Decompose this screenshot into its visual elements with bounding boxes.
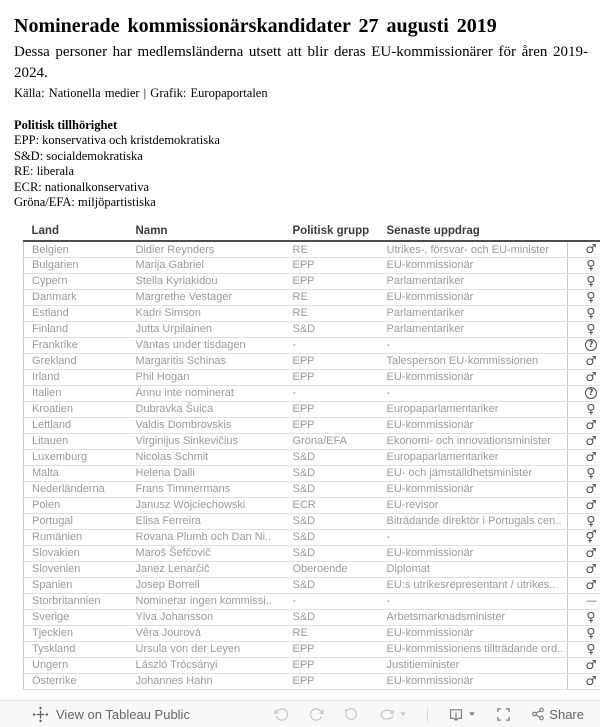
cell-uppdrag: EU-kommissionens tillträdande ord.. (379, 641, 568, 657)
cell-land: Finland (24, 321, 128, 337)
cell-grupp: RE (285, 241, 379, 257)
cell-gender (568, 433, 600, 449)
table-row[interactable] (24, 497, 600, 513)
gender-unknown-icon: ? (585, 339, 597, 351)
cell-land: Frankrike (24, 337, 128, 353)
table-row[interactable] (24, 481, 600, 497)
table-row[interactable] (24, 241, 600, 257)
cell-grupp: EPP (285, 417, 379, 433)
gender-male-icon: ♂ (585, 417, 597, 432)
table-row[interactable] (24, 289, 600, 305)
legend-item-grona-efa: Gröna/EFA: miljöpartistiska (14, 195, 156, 210)
caret-down-icon (399, 710, 407, 718)
refresh-icon (379, 707, 395, 722)
cell-land: Storbritannien (24, 593, 128, 609)
cell-uppdrag: EU-kommissionär (379, 625, 568, 641)
cell-namn: Väntas under tisdagen (128, 337, 285, 353)
cell-namn: Frans Timmermans (128, 481, 285, 497)
table-row[interactable] (24, 273, 600, 289)
cell-uppdrag: - (379, 593, 568, 609)
gender-female-icon: ♀ (586, 513, 596, 528)
table-row[interactable] (24, 321, 600, 337)
cell-namn: Phil Hogan (128, 369, 285, 385)
redo-icon (309, 707, 324, 722)
cell-namn: Ännu inte nominerat (128, 385, 285, 401)
fullscreen-icon (496, 707, 511, 722)
cell-uppdrag: Ekonomi- och innovationsminister (379, 433, 568, 449)
gender-male-icon: ♂ (585, 353, 597, 368)
cell-land: Sverige (24, 609, 128, 625)
cell-grupp: - (285, 337, 379, 353)
gender-female-icon: ♀ (586, 273, 596, 288)
legend-item-sd: S&D: socialdemokratiska (14, 148, 143, 163)
table-row[interactable] (24, 673, 600, 689)
cell-land: Italien (24, 385, 128, 401)
cell-land: Tyskland (24, 641, 128, 657)
cell-uppdrag: Parlamentariker (379, 321, 568, 337)
cell-grupp: EPP (285, 257, 379, 273)
cell-grupp: EPP (285, 641, 379, 657)
download-icon (448, 707, 464, 722)
undo-icon (274, 707, 289, 722)
tableau-toolbar (0, 700, 600, 727)
cell-namn: Rovana Plumb och Dan Ni.. (128, 529, 285, 545)
cell-grupp: Gröna/EFA (285, 433, 379, 449)
cell-grupp: EPP (285, 273, 379, 289)
undo-button[interactable] (274, 707, 289, 722)
gender-male-icon: ♂ (585, 449, 597, 464)
cell-uppdrag: EU-kommissionär (379, 673, 568, 689)
cell-uppdrag: EU-kommissionär (379, 257, 568, 273)
cell-uppdrag: EU-revisor (379, 497, 568, 513)
cell-uppdrag: EU-kommissionär (379, 289, 568, 305)
cell-uppdrag: Europaparlamentariker (379, 401, 568, 417)
cell-land: Grekland (24, 353, 128, 369)
cell-gender (568, 257, 600, 273)
cell-gender (568, 353, 600, 369)
column-header-namn: Namn (128, 223, 285, 241)
cell-gender (568, 641, 600, 657)
cell-namn: Margaritis Schinas (128, 353, 285, 369)
cell-namn: Virginijus Sinkevičius (128, 433, 285, 449)
cell-grupp: S&D (285, 513, 379, 529)
source-credit: Källa: Nationella medier | Grafik: Europaportalen (14, 86, 268, 100)
cell-namn: Ursula von der Leyen (128, 641, 285, 657)
gender-none-icon: — (586, 594, 596, 608)
cell-grupp: S&D (285, 577, 379, 593)
column-header-gender (568, 223, 600, 241)
cell-grupp: S&D (285, 449, 379, 465)
cell-grupp: Oberoende (285, 561, 379, 577)
cell-namn: Elisa Ferreira (128, 513, 285, 529)
cell-land: Österrike (24, 673, 128, 689)
cell-grupp: RE (285, 305, 379, 321)
gender-female-icon: ♀ (586, 257, 596, 272)
view-on-tableau-link[interactable] (32, 706, 190, 723)
table-row[interactable] (24, 465, 600, 481)
cell-gender (568, 625, 600, 641)
cell-uppdrag: EU-kommissionär (379, 545, 568, 561)
cell-namn: Dubravka Šuica (128, 401, 285, 417)
cell-namn: Didier Reynders (128, 241, 285, 257)
legend-item-re: RE: liberala (14, 164, 75, 179)
gender-male-icon: ♂ (585, 545, 597, 560)
cell-uppdrag: - (379, 385, 568, 401)
share-button[interactable] (531, 707, 584, 722)
cell-uppdrag: Biträdande direktör i Portugals cen.. (379, 513, 568, 529)
cell-gender (568, 657, 600, 673)
cell-gender (568, 577, 600, 593)
gender-male-icon: ♂ (585, 241, 597, 257)
cell-land: Danmark (24, 289, 128, 305)
cell-namn: László Trócsányi (128, 657, 285, 673)
cell-grupp: EPP (285, 369, 379, 385)
cell-land: Nederländerna (24, 481, 128, 497)
cell-grupp: EPP (285, 401, 379, 417)
cell-grupp: S&D (285, 481, 379, 497)
table-row[interactable] (24, 593, 600, 609)
redo-button[interactable] (309, 707, 324, 722)
cell-namn: Margrethe Vestager (128, 289, 285, 305)
cell-gender (568, 417, 600, 433)
column-header-politisk-grupp: Politisk grupp (285, 223, 379, 241)
cell-gender (568, 545, 600, 561)
toolbar-divider (427, 707, 428, 722)
table-row[interactable] (24, 385, 600, 401)
cell-uppdrag: EU- och jämställdhetsminister (379, 465, 568, 481)
gender-male-icon: ♂ (585, 657, 597, 672)
cell-gender (568, 529, 600, 545)
table-row[interactable] (24, 561, 600, 577)
cell-namn: Nominerar ingen kommissi.. (128, 593, 285, 609)
cell-gender (568, 593, 600, 609)
cell-land: Polen (24, 497, 128, 513)
table-row[interactable] (24, 401, 600, 417)
column-header-senaste-uppdrag: Senaste uppdrag (379, 223, 568, 241)
table-row[interactable] (24, 305, 600, 321)
legend-title: Politisk tillhörighet (14, 118, 118, 132)
cell-gender (568, 561, 600, 577)
cell-uppdrag: EU-kommissionär (379, 481, 568, 497)
cell-land: Bulgarien (24, 257, 128, 273)
cell-grupp: RE (285, 625, 379, 641)
cell-gender (568, 289, 600, 305)
cell-land: Lettland (24, 417, 128, 433)
cell-land: Ungern (24, 657, 128, 673)
legend-item-epp: EPP: konservativa och kristdemokratiska (14, 133, 220, 148)
gender-female-icon: ♀ (586, 609, 596, 624)
cell-gender (568, 609, 600, 625)
gender-male-icon: ♂ (585, 561, 597, 576)
cell-gender (568, 465, 600, 481)
share-label: Share (549, 706, 584, 722)
cell-gender (568, 401, 600, 417)
table-row[interactable] (24, 577, 600, 593)
cell-uppdrag: Talesperson EU-kommissionen (379, 353, 568, 369)
table-row[interactable] (24, 417, 600, 433)
cell-grupp: S&D (285, 529, 379, 545)
candidates-table (23, 223, 600, 690)
cell-namn: Jutta Urpilainen (128, 321, 285, 337)
column-header-land: Land (24, 223, 128, 241)
table-row[interactable] (24, 257, 600, 273)
cell-namn: Stella Kyriakidou (128, 273, 285, 289)
cell-land: Kroatien (24, 401, 128, 417)
cell-grupp: - (285, 593, 379, 609)
cell-land: Slovakien (24, 545, 128, 561)
cell-uppdrag: Parlamentariker (379, 305, 568, 321)
table-row[interactable] (24, 433, 600, 449)
cell-gender (568, 497, 600, 513)
cell-namn: Kadri Simson (128, 305, 285, 321)
cell-namn: Johannes Hahn (128, 673, 285, 689)
gender-male-icon: ♂ (585, 369, 597, 384)
cell-land: Spanien (24, 577, 128, 593)
toolbar-actions (274, 707, 584, 722)
table-row[interactable] (24, 337, 600, 353)
page-subtitle: Dessa personer har medlemsländerna utsett att blir deras EU-kommissionärer för åren 2019-2024. (14, 44, 588, 81)
cell-grupp: EPP (285, 353, 379, 369)
cell-land: Litauen (24, 433, 128, 449)
cell-uppdrag: EU-kommissionär (379, 369, 568, 385)
cell-gender (568, 337, 600, 353)
table-row[interactable] (24, 449, 600, 465)
gender-unknown-icon: ? (585, 387, 597, 399)
cell-gender (568, 321, 600, 337)
table-row[interactable] (24, 369, 600, 385)
gender-male-icon: ♂ (585, 577, 597, 592)
share-icon (531, 707, 545, 721)
revert-icon (344, 707, 359, 722)
gender-female-icon: ♀ (586, 305, 596, 320)
cell-uppdrag: - (379, 337, 568, 353)
cell-gender (568, 513, 600, 529)
cell-land: Belgien (24, 241, 128, 257)
cell-namn: Marija Gabriel (128, 257, 285, 273)
cell-uppdrag: EU-kommissionär (379, 417, 568, 433)
cell-uppdrag: Arbetsmarknadsminister (379, 609, 568, 625)
gender-male-icon: ♂ (585, 481, 597, 496)
cell-land: Luxemburg (24, 449, 128, 465)
cell-grupp: EPP (285, 673, 379, 689)
cell-namn: Janez Lenarčič (128, 561, 285, 577)
cell-namn: Helena Dalli (128, 465, 285, 481)
cell-grupp: S&D (285, 609, 379, 625)
cell-namn: Janusz Wojciechowski (128, 497, 285, 513)
gender-male-icon: ♂ (585, 673, 597, 688)
cell-land: Estland (24, 305, 128, 321)
table-header-row (24, 223, 600, 241)
cell-grupp: RE (285, 289, 379, 305)
cell-namn: Nicolas Schmit (128, 449, 285, 465)
gender-female-icon: ♀ (586, 641, 596, 656)
caret-down-icon (468, 710, 476, 718)
cell-gender (568, 241, 600, 257)
cell-gender (568, 673, 600, 689)
gender-male-icon: ♂ (585, 433, 597, 448)
legend-item-ecr: ECR: nationalkonservativa (14, 179, 150, 194)
cell-land: Rumänien (24, 529, 128, 545)
gender-female-icon: ♀ (586, 401, 596, 416)
cell-land: Irland (24, 369, 128, 385)
cell-uppdrag: EU:s utrikesrepresentant / utrikes.. (379, 577, 568, 593)
gender-female-icon: ♀ (586, 625, 596, 640)
cell-namn: Maroš Šefčovič (128, 545, 285, 561)
revert-button[interactable] (344, 707, 359, 722)
table-row[interactable] (24, 545, 600, 561)
download-button[interactable] (448, 707, 476, 722)
cell-gender (568, 385, 600, 401)
refresh-button[interactable] (379, 707, 407, 722)
cell-namn: Ylva Johansson (128, 609, 285, 625)
table-row[interactable] (24, 513, 600, 529)
table-row[interactable] (24, 609, 600, 625)
gender-female-icon: ♀ (586, 465, 596, 480)
cell-uppdrag: Europaparlamentariker (379, 449, 568, 465)
gender-male-icon: ♂ (585, 497, 597, 512)
cell-grupp: S&D (285, 465, 379, 481)
cell-gender (568, 449, 600, 465)
cell-gender (568, 369, 600, 385)
cell-namn: Valdis Dombrovskis (128, 417, 285, 433)
cell-gender (568, 481, 600, 497)
fullscreen-button[interactable] (496, 707, 511, 722)
table-row[interactable] (24, 641, 600, 657)
cell-uppdrag: - (379, 529, 568, 545)
legend (14, 118, 588, 210)
gender-female-icon: ♀ (586, 321, 596, 336)
table-row[interactable] (24, 353, 600, 369)
table-body (24, 241, 600, 689)
cell-land: Portugal (24, 513, 128, 529)
cell-land: Malta (24, 465, 128, 481)
cell-land: Cypern (24, 273, 128, 289)
cell-grupp: ECR (285, 497, 379, 513)
gender-both-icon: ⚥ (585, 529, 597, 544)
cell-uppdrag: Justitieminister (379, 657, 568, 673)
gender-female-icon: ♀ (586, 289, 596, 304)
cell-gender (568, 273, 600, 289)
cell-grupp: S&D (285, 545, 379, 561)
cell-namn: Josep Borrell (128, 577, 285, 593)
table-row[interactable] (24, 529, 600, 545)
cell-uppdrag: Parlamentariker (379, 273, 568, 289)
table-row[interactable] (24, 657, 600, 673)
view-on-tableau-label: View on Tableau Public (56, 706, 190, 722)
page-title: Nominerade kommissionärskandidater 27 augusti 2019 (14, 15, 497, 37)
cell-uppdrag: Utrikes-, försvar- och EU-minister (379, 241, 568, 257)
cell-land: Slovenien (24, 561, 128, 577)
cell-namn: Věra Jourová (128, 625, 285, 641)
cell-gender (568, 305, 600, 321)
cell-grupp: S&D (285, 321, 379, 337)
cell-land: Tjeckien (24, 625, 128, 641)
tableau-logo-icon (32, 706, 49, 723)
cell-uppdrag: Diplomat (379, 561, 568, 577)
cell-grupp: EPP (285, 657, 379, 673)
cell-grupp: - (285, 385, 379, 401)
table-row[interactable] (24, 625, 600, 641)
